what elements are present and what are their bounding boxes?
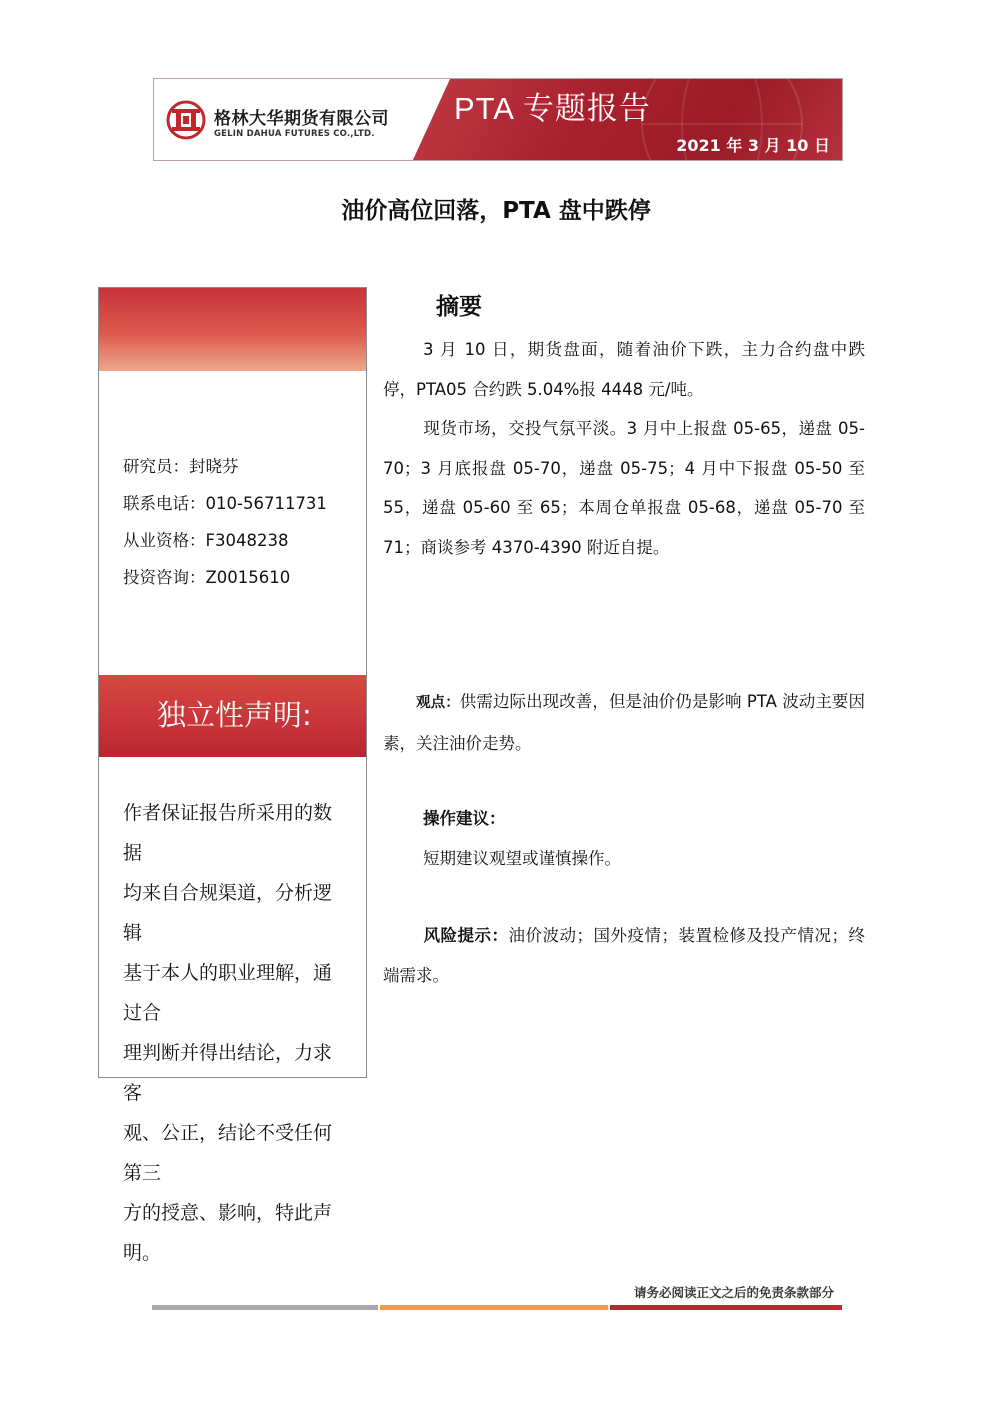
report-header bbox=[153, 78, 843, 161]
analyst-qualification: 从业资格：F3048238 bbox=[123, 531, 289, 550]
analyst-consulting-id: 投资咨询：Z0015610 bbox=[123, 568, 291, 587]
operation-text: 短期建议观望或谨慎操作。 bbox=[423, 848, 621, 868]
declaration-text bbox=[123, 793, 348, 1273]
abstract-paragraph-2: 现货市场，交投气氛平淡。3 月中上报盘 05-65，递盘 05-70；3 月底报盘 05-70，递盘 05-75；4 月中下报盘 05-50 至 55，递盘 05-60 至 65；本周仓单报盘 05-68，递盘 05-70 至 71；商谈参考 4370-4390 附近自提。 bbox=[383, 419, 865, 557]
report-date: 2021 年 3 月 10 日 bbox=[676, 136, 830, 155]
declaration-line: 均来自合规渠道，分析逻辑 bbox=[123, 882, 333, 944]
page-title: 油价高位回落，PTA 盘中跌停 bbox=[341, 198, 651, 224]
declaration-title: 独立性声明: bbox=[157, 698, 312, 732]
analyst-phone: 联系电话：010-56711731 bbox=[123, 494, 327, 513]
operation-section bbox=[383, 799, 865, 878]
disclaimer-note: 请务必阅读正文之后的免责条款部分 bbox=[633, 1285, 834, 1300]
declaration-line: 理判断并得出结论，力求客 bbox=[123, 1042, 333, 1104]
company-logo-icon bbox=[166, 100, 206, 140]
declaration-line: 观、公正，结论不受任何第三 bbox=[123, 1122, 333, 1184]
declaration-line: 方的授意、影响，特此声明。 bbox=[123, 1202, 333, 1264]
risk-paragraph bbox=[383, 916, 865, 995]
sidebar-top-block bbox=[99, 288, 366, 371]
abstract-heading: 摘要 bbox=[436, 294, 482, 320]
declaration-line: 作者保证报告所采用的数据 bbox=[123, 802, 333, 864]
declaration-line: 基于本人的职业理解，通过合 bbox=[123, 962, 333, 1024]
company-name-en: GELIN DAHUA FUTURES CO.,LTD. bbox=[214, 129, 375, 139]
risk-text: 油价波动；国外疫情；装置检修及投产情况；终端需求。 bbox=[383, 926, 865, 985]
sidebar bbox=[98, 287, 367, 1264]
footer-bar-red bbox=[610, 1305, 842, 1310]
analyst-info bbox=[123, 448, 327, 596]
footer-bar-gray bbox=[152, 1305, 378, 1310]
report-type-title: PTA 专题报告 bbox=[454, 91, 651, 126]
company-name-cn: 格林大华期货有限公司 bbox=[214, 109, 389, 129]
viewpoint-label: 观点： bbox=[416, 695, 460, 711]
viewpoint-text: 供需边际出现改善，但是油价仍是影响 PTA 波动主要因素，关注油价走势。 bbox=[383, 692, 865, 753]
risk-label: 风险提示： bbox=[423, 926, 509, 945]
viewpoint-paragraph bbox=[383, 682, 865, 763]
abstract-paragraph-1: 3 月 10 日，期货盘面，随着油价下跌，主力合约盘中跌停，PTA05 合约跌 5.04%报 4448 元/吨。 bbox=[383, 340, 865, 399]
operation-label: 操作建议： bbox=[423, 809, 506, 828]
company-logo-area bbox=[154, 79, 444, 161]
declaration-header bbox=[99, 675, 366, 757]
analyst-name: 研究员：封晓芬 bbox=[123, 457, 239, 476]
footer-bar-orange bbox=[380, 1305, 608, 1310]
